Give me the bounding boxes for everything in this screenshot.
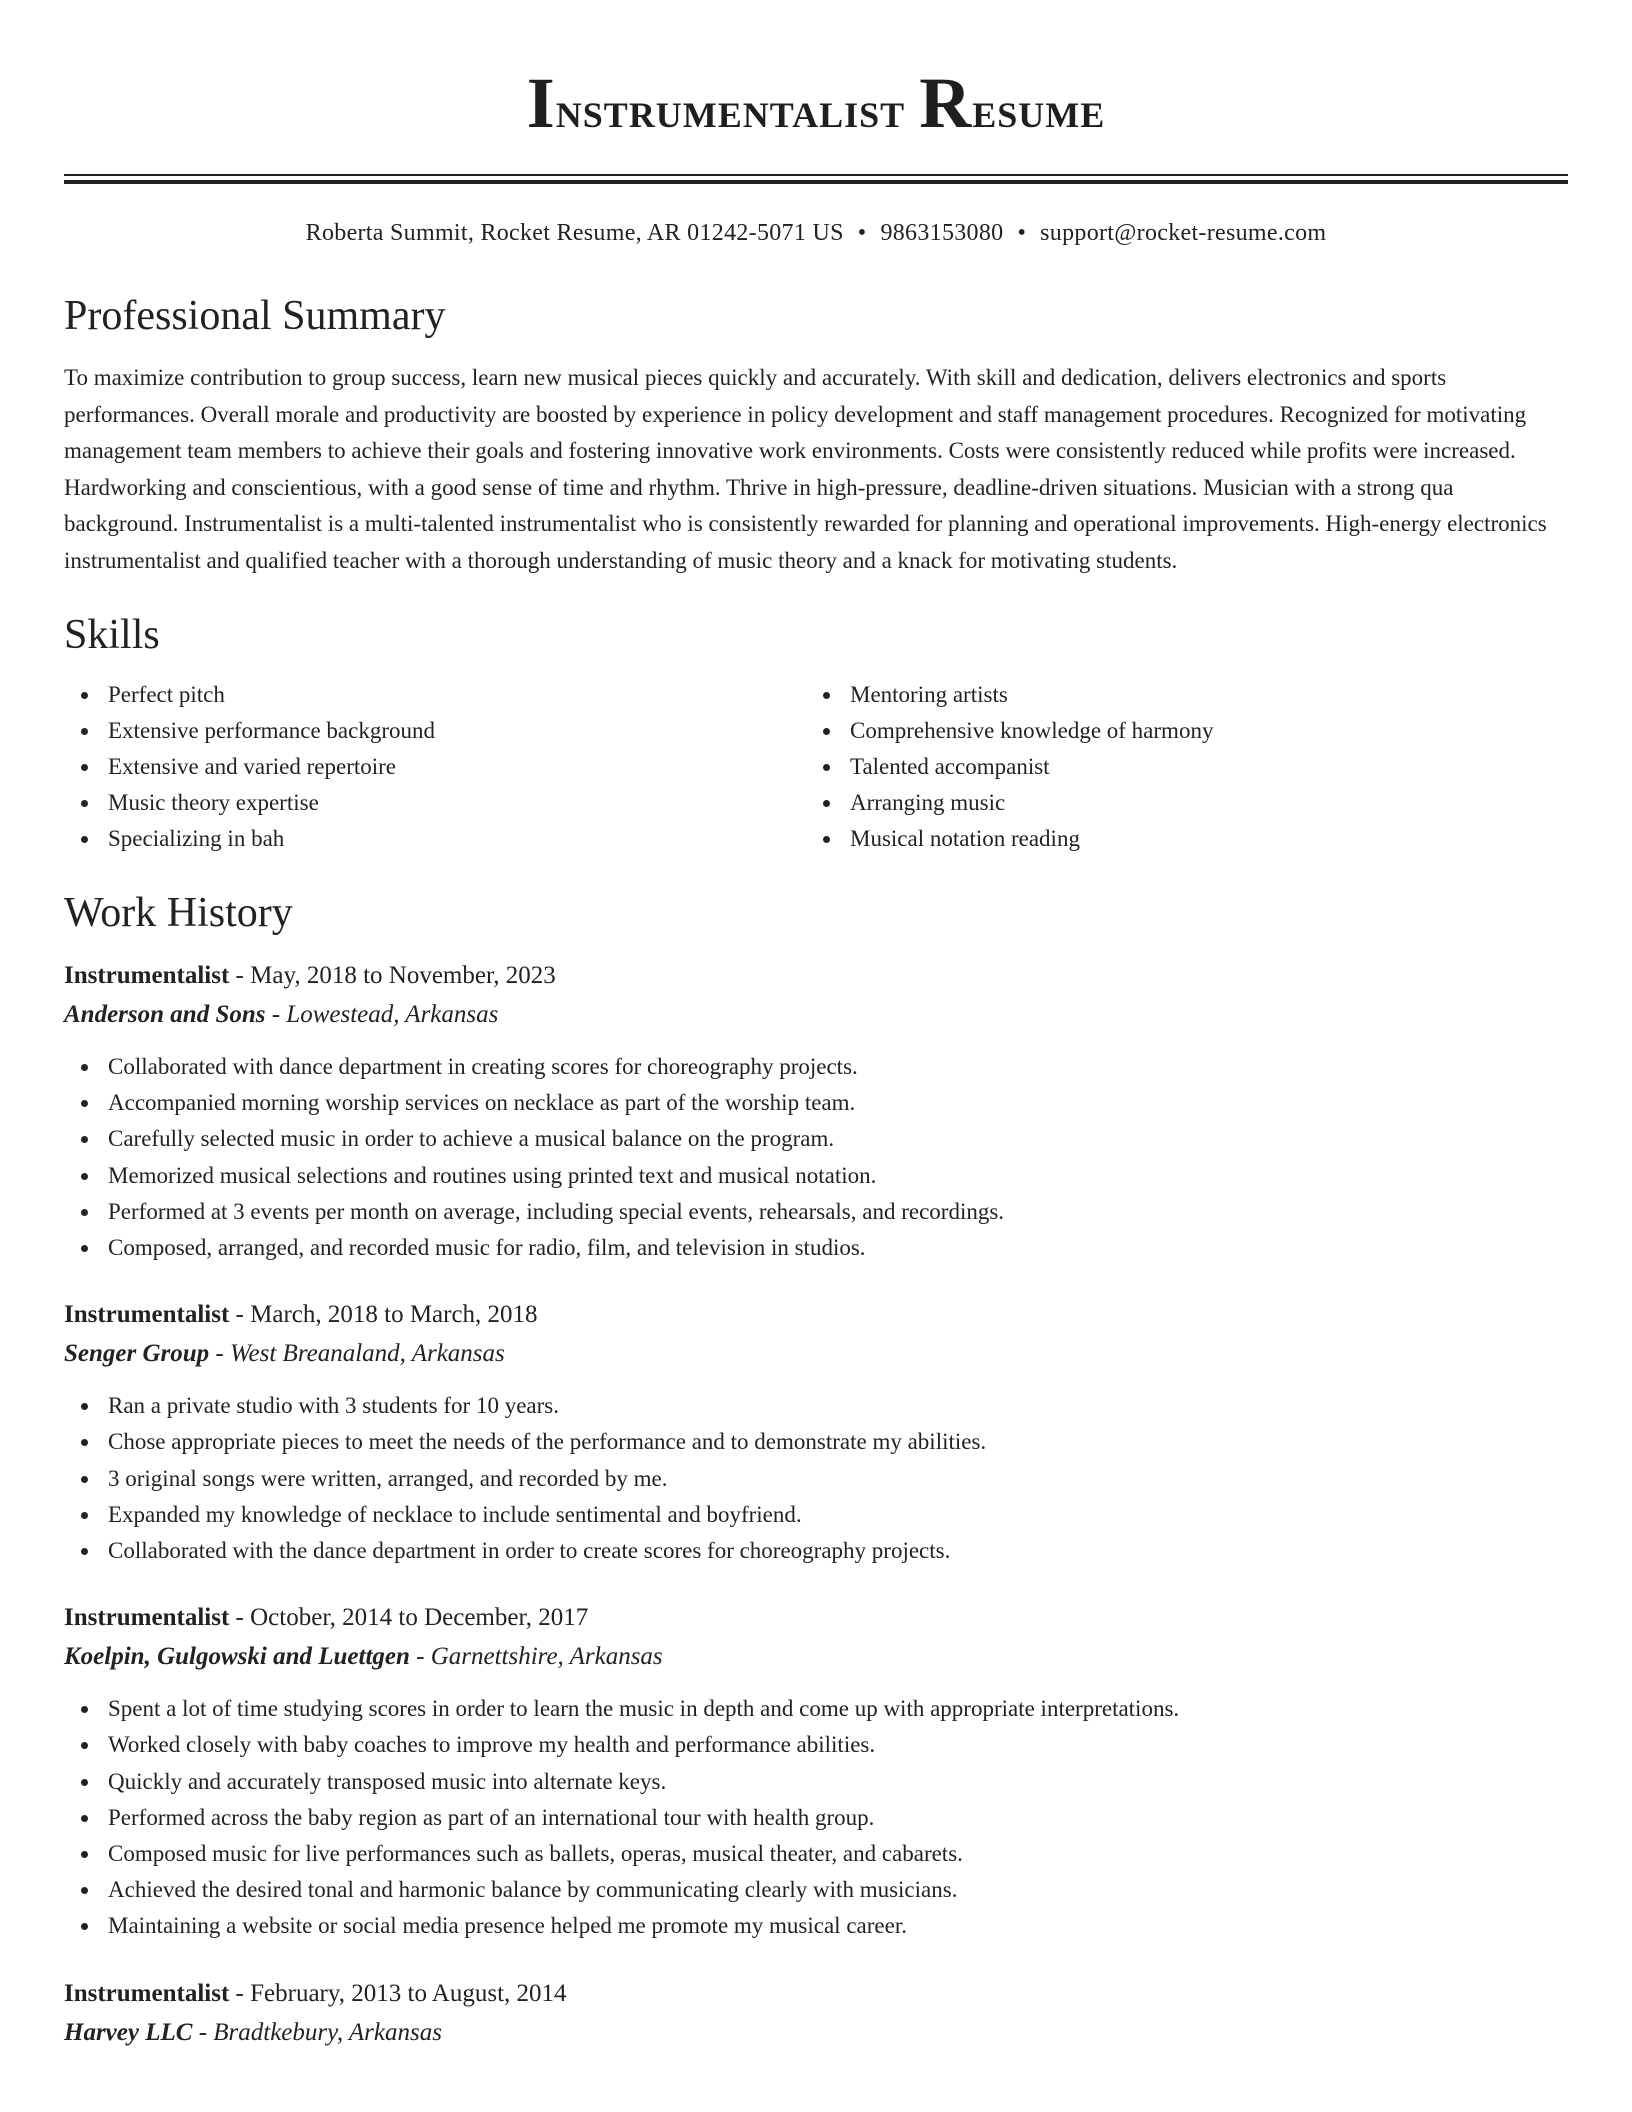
list-item — [64, 1800, 1568, 1836]
bullet-text: Composed, arranged, and recorded music for radio, film, and television in studios. — [108, 1235, 866, 1261]
list-item — [64, 1497, 1568, 1533]
skill-label: Extensive performance background — [108, 718, 435, 743]
bullet-icon — [81, 836, 88, 843]
summary-section — [64, 288, 1568, 579]
list-item — [64, 1461, 1568, 1497]
job-location: - Bradtkebury, Arkansas — [192, 2018, 442, 2046]
job-company-line — [64, 995, 1568, 1035]
contact-email: support@rocket-resume.com — [1040, 220, 1327, 246]
list-item — [64, 1230, 1568, 1266]
contact-separator: • — [857, 220, 867, 246]
contact-line — [64, 216, 1568, 250]
skills-list-left — [64, 677, 806, 857]
bullet-text: 3 original songs were written, arranged, and recorded by me. — [108, 1465, 668, 1491]
skill-item — [806, 713, 1548, 749]
job-location: - Lowestead, Arkansas — [265, 1001, 499, 1028]
job-title-line — [64, 1296, 1568, 1334]
bullet-text: Ran a private studio with 3 students for 10 years. — [108, 1393, 559, 1419]
bullet-text: Spent a lot of time studying scores in order to learn the music in depth and come up with appropriate interpretations. — [108, 1696, 1180, 1722]
bullet-text: Achieved the desired tonal and harmonic balance by communicating clearly with musicians. — [108, 1877, 958, 1903]
skills-list-right — [806, 677, 1548, 857]
bullet-text: Performed at 3 events per month on average, including special events, rehearsals, and recordings. — [108, 1198, 1005, 1224]
job-location: - West Breanaland, Arkansas — [209, 1340, 505, 1368]
title-initial-1: I — [526, 63, 556, 143]
skill-label: Mentoring artists — [850, 682, 1008, 707]
job-dates: - March, 2018 to March, 2018 — [229, 1301, 538, 1329]
summary-heading: Professional Summary — [64, 293, 446, 339]
skill-item — [64, 821, 806, 857]
skill-item — [64, 749, 806, 785]
title-initial-2: R — [919, 63, 973, 143]
job-company: Koelpin, Gulgowski and Luettgen — [64, 1643, 410, 1671]
skill-label: Arranging music — [850, 790, 1006, 815]
bullet-icon — [823, 800, 830, 807]
job-entry — [64, 1975, 1568, 2053]
title-part-1: nstrumentalist — [555, 82, 920, 139]
job-entry — [64, 1296, 1568, 1569]
bullet-icon — [81, 1136, 88, 1143]
bullet-text: Maintaining a website or social media presence helped me promote my musical career. — [108, 1913, 907, 1939]
job-title-line — [64, 1975, 1568, 2013]
bullet-icon — [81, 1439, 88, 1446]
bullet-text: Collaborated with the dance department in order to create scores for choreography projects. — [108, 1538, 951, 1564]
job-bullets — [64, 1388, 1568, 1569]
bullet-icon — [81, 1851, 88, 1858]
bullet-icon — [81, 1548, 88, 1555]
list-item — [64, 1158, 1568, 1194]
resume-page — [64, 0, 1568, 2053]
job-entry — [64, 957, 1568, 1266]
bullet-icon — [81, 1403, 88, 1410]
skill-item — [806, 821, 1548, 857]
contact-phone: 9863153080 — [880, 220, 1004, 246]
work-history-section — [64, 885, 1568, 2053]
bullet-icon — [81, 692, 88, 699]
job-company: Harvey LLC — [64, 2018, 193, 2046]
job-company-line — [64, 1637, 1568, 1677]
job-bullets — [64, 1691, 1568, 1944]
bullet-text: Memorized musical selections and routines using printed text and musical notation. — [108, 1162, 877, 1188]
bullet-icon — [81, 1100, 88, 1107]
list-item — [64, 1691, 1568, 1727]
job-company-line — [64, 1334, 1568, 1374]
bullet-text: Carefully selected music in order to achieve a musical balance on the program. — [108, 1126, 835, 1152]
list-item — [64, 1121, 1568, 1157]
summary-text: To maximize contribution to group success, learn new musical pieces quickly and accurately. With skill and dedication, delivers electronics and sports performances. Overall morale and productivity are boosted by experience in policy development and staff management procedures. Recognized for motivating management team members to achieve their goals and fostering innovative work environments. Costs were consistently reduced while profits were increased. Hardworking and conscientious, with a good sense of time and rhythm. Thrive in high-pressure, deadline-driven situations. Musician with a strong qua background. Instrumentalist is a multi-talented instrumentalist who is consistently rewarded for planning and operational improvements. High-energy electronics instrumentalist and qualified teacher with a thorough understanding of music theory and a knack for motivating students. — [64, 365, 1547, 573]
skill-label: Specializing in bah — [108, 826, 285, 851]
bullet-icon — [81, 1512, 88, 1519]
job-title: Instrumentalist — [64, 1979, 230, 2007]
bullet-text: Collaborated with dance department in creating scores for choreography projects. — [108, 1054, 858, 1079]
skill-label: Perfect pitch — [108, 682, 225, 707]
skills-heading: Skills — [64, 612, 160, 658]
skill-label: Musical notation reading — [850, 826, 1080, 851]
bullet-icon — [81, 1779, 88, 1786]
bullet-icon — [81, 728, 88, 735]
bullet-icon — [81, 764, 88, 771]
job-title: Instrumentalist — [64, 1604, 230, 1632]
list-item — [64, 1194, 1568, 1230]
bullet-text: Quickly and accurately transposed music into alternate keys. — [108, 1768, 667, 1794]
skill-item — [64, 785, 806, 821]
bullet-icon — [823, 836, 830, 843]
skill-label: Talented accompanist — [850, 754, 1050, 779]
job-company: Senger Group — [64, 1340, 210, 1368]
bullet-text: Chose appropriate pieces to meet the needs of the performance and to demonstrate my abilities. — [108, 1429, 987, 1455]
bullet-icon — [81, 1064, 88, 1071]
bullet-text: Worked closely with baby coaches to improve my health and performance abilities. — [108, 1732, 876, 1758]
contact-address: Roberta Summit, Rocket Resume, AR 01242-5071 US — [305, 220, 844, 246]
title-part-2: esume — [972, 82, 1106, 139]
list-item — [64, 1424, 1568, 1460]
bullet-text: Accompanied morning worship services on necklace as part of the worship team. — [108, 1090, 856, 1116]
skill-item — [64, 677, 806, 713]
bullet-icon — [81, 1923, 88, 1930]
bullet-icon — [81, 1706, 88, 1713]
job-company-line — [64, 2013, 1568, 2053]
bullet-text: Composed music for live performances such as ballets, operas, musical theater, and cabarets. — [108, 1841, 963, 1867]
list-item — [64, 1085, 1568, 1121]
skill-label: Comprehensive knowledge of harmony — [850, 718, 1214, 743]
contact-separator: • — [1017, 220, 1027, 246]
list-item — [64, 1727, 1568, 1763]
job-dates: - February, 2013 to August, 2014 — [229, 1979, 567, 2007]
title-divider — [64, 174, 1568, 184]
list-item — [64, 1388, 1568, 1424]
bullet-icon — [823, 692, 830, 699]
skill-label: Extensive and varied repertoire — [108, 754, 397, 779]
bullet-icon — [81, 1173, 88, 1180]
bullet-text: Performed across the baby region as part of an international tour with health group. — [108, 1804, 875, 1830]
bullet-icon — [823, 764, 830, 771]
resume-title — [64, 58, 1568, 156]
job-company: Anderson and Sons — [64, 1001, 266, 1028]
job-title: Instrumentalist — [64, 962, 230, 989]
bullet-icon — [81, 1245, 88, 1252]
bullet-icon — [823, 728, 830, 735]
job-entry — [64, 1599, 1568, 1944]
skill-item — [64, 713, 806, 749]
skill-item — [806, 785, 1548, 821]
skill-item — [806, 677, 1548, 713]
bullet-icon — [81, 1887, 88, 1894]
list-item — [64, 1049, 1568, 1085]
bullet-icon — [81, 1742, 88, 1749]
job-location: - Garnettshire, Arkansas — [409, 1643, 663, 1671]
list-item — [64, 1836, 1568, 1872]
skill-item — [806, 749, 1548, 785]
job-title-line — [64, 957, 1568, 995]
bullet-icon — [81, 1209, 88, 1216]
skill-label: Music theory expertise — [108, 790, 319, 815]
skills-section — [64, 607, 1568, 857]
job-dates: - October, 2014 to December, 2017 — [229, 1604, 589, 1632]
list-item — [64, 1872, 1568, 1908]
list-item — [64, 1764, 1568, 1800]
job-title-line — [64, 1599, 1568, 1637]
list-item — [64, 1908, 1568, 1944]
skills-columns — [64, 677, 1568, 857]
job-title: Instrumentalist — [64, 1301, 230, 1329]
job-bullets — [64, 1049, 1568, 1266]
list-item — [64, 1533, 1568, 1569]
job-dates: - May, 2018 to November, 2023 — [229, 962, 556, 989]
bullet-text: Expanded my knowledge of necklace to include sentimental and boyfriend. — [108, 1501, 802, 1527]
bullet-icon — [81, 1815, 88, 1822]
bullet-icon — [81, 800, 88, 807]
work-history-heading: Work History — [64, 890, 293, 936]
bullet-icon — [81, 1476, 88, 1483]
